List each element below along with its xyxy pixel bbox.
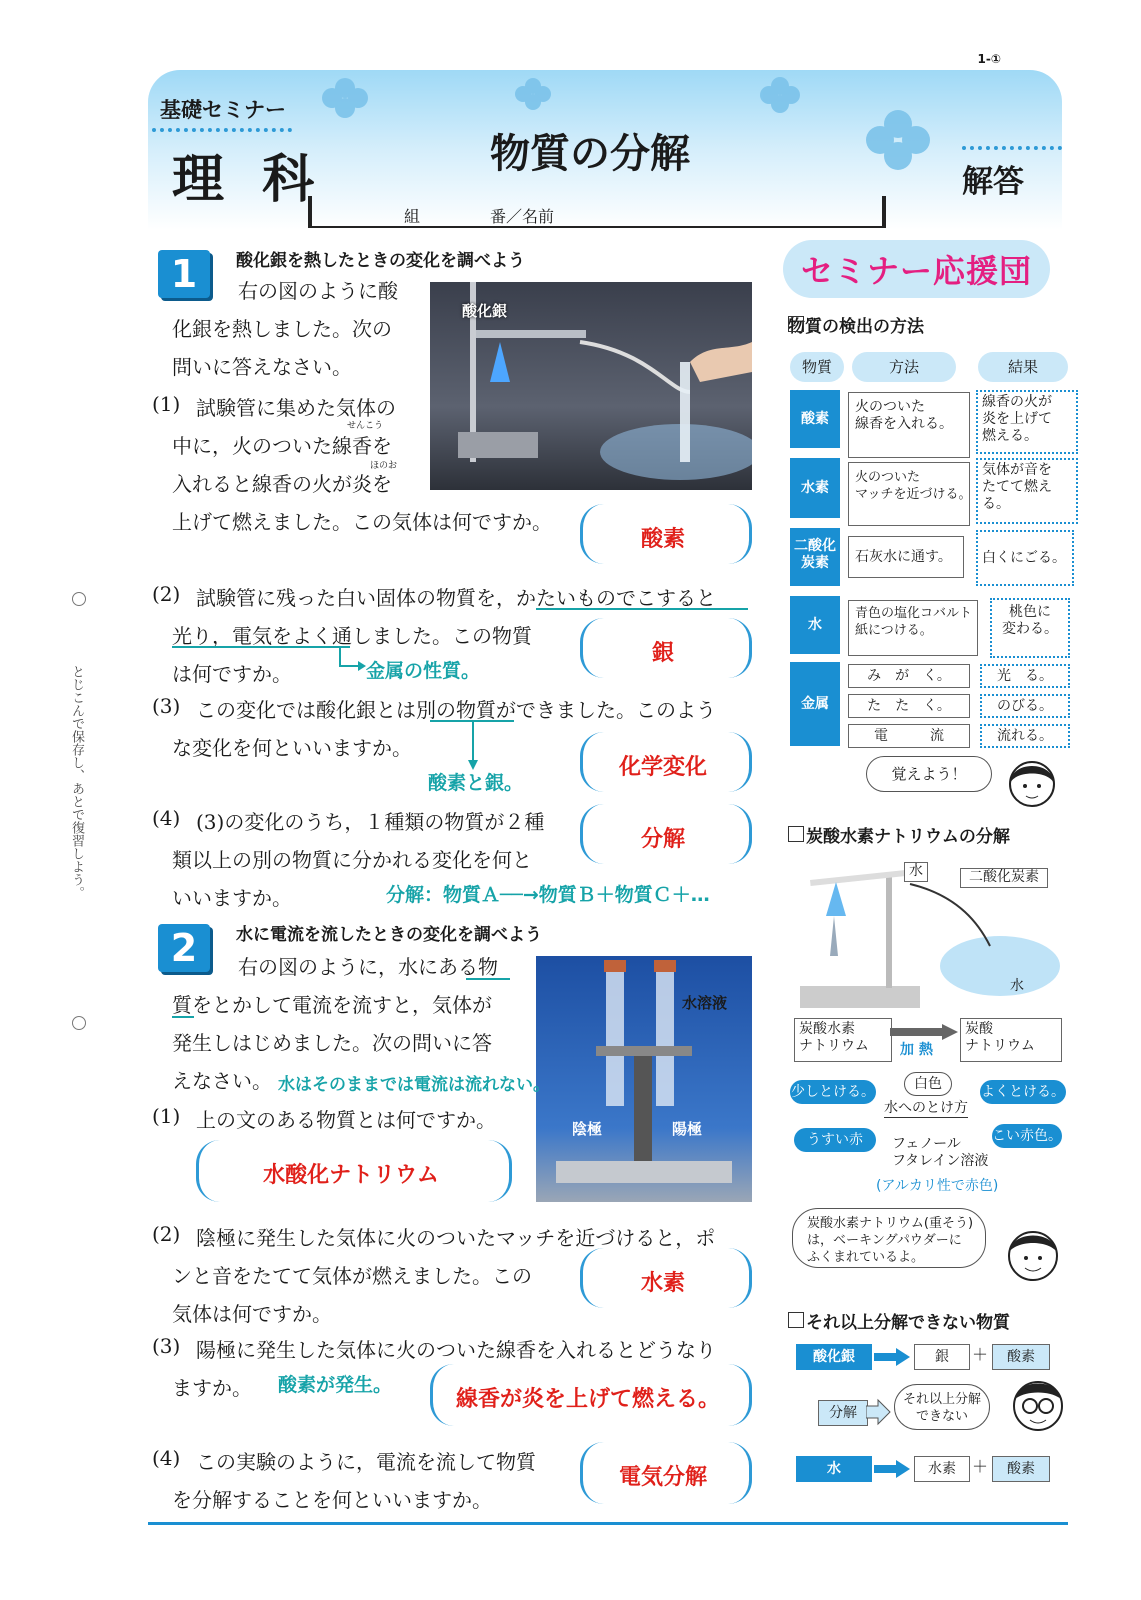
seminar-label: 基礎セミナー (160, 98, 286, 122)
q1-4-line: 類以上の別の物質に分かれる変化を何と (172, 848, 532, 872)
note-q2-intro: 水はそのままでは電流は流れない。 (278, 1075, 550, 1095)
q1-heading: 酸化銀を熱したときの変化を調べよう (236, 251, 525, 271)
result-oxygen: 線香の火が 炎を上げて 燃える。 (976, 390, 1078, 454)
detect-title: 物質の検出の方法 (788, 317, 924, 337)
q1-2-line: 光り，電気をよく通しました。この物質 (172, 624, 532, 648)
checkbox-icon (788, 316, 804, 332)
checkbox-icon (788, 826, 804, 842)
label-co2: 二酸化炭素 (960, 868, 1048, 888)
q1-1-number: (1) (152, 392, 181, 416)
arrow-icon (874, 1460, 910, 1478)
arrow-icon (874, 1348, 910, 1366)
underline (172, 646, 350, 648)
q1-1-line: 上げて燃えました。この気体は何ですか。 (172, 510, 552, 534)
method-water: 青色の塩化コバルト 紙につける。 (848, 600, 978, 656)
answer-q2-3: 線香が炎を上げて燃える。 (455, 1387, 720, 1412)
answer-q1-3: 化学変化 (618, 755, 707, 780)
label-solution: 水溶液 (682, 994, 728, 1012)
arrow-icon (338, 648, 368, 674)
question-number-2: 2 (158, 924, 210, 972)
answer-q2-2: 水素 (640, 1271, 685, 1296)
silver-oxide-box: 酸化銀 (796, 1344, 872, 1370)
boy-face-icon (998, 1222, 1068, 1286)
electrolysis-photo (536, 956, 752, 1202)
flower-icon-2 (515, 78, 551, 110)
note-q1-3: 酸素と銀。 (428, 772, 524, 794)
heat-arrow-icon (890, 1024, 958, 1040)
q2-4-line: を分解することを何といいますか。 (172, 1488, 492, 1512)
page-number: 1-① (977, 52, 1001, 66)
oxygen-box: 酸素 (992, 1344, 1050, 1370)
method-metal-current: 電 流 (848, 724, 970, 748)
method-oxygen: 火のついた 線香を入れる。 (848, 392, 970, 458)
answer-q1-4: 分解 (640, 827, 685, 852)
label-alkali: (アルカリ性で赤色) (876, 1178, 999, 1194)
method-co2: 石灰水に通す。 (848, 536, 964, 578)
q2-intro-line: 質をとかして電流を流すと，気体が (172, 993, 492, 1017)
note-q1-4: 分解：物質Ａ──→物質Ｂ＋物質Ｃ＋… (386, 884, 710, 906)
q2-1-number: (1) (152, 1104, 181, 1128)
substance-hydrogen: 水素 (790, 458, 840, 518)
q2-intro-line: 発生しはじめました。次の問いに答 (172, 1031, 492, 1055)
page-title: 物質の分解 (490, 131, 690, 177)
label-sodium-carbonate: 炭酸 ナトリウム (960, 1018, 1062, 1062)
ruby-honoo: ほのお (370, 461, 398, 471)
plus-sign: ＋ (972, 1457, 989, 1476)
dotted-divider (962, 146, 1062, 150)
hydrogen-box: 水素 (914, 1456, 970, 1482)
label-solubility: 水へのとけ方 (884, 1100, 968, 1116)
answer-q2-4: 電気分解 (618, 1465, 707, 1490)
label-little-soluble: 少しとける。 (790, 1080, 876, 1104)
result-metal-flow: 流れる。 (980, 724, 1070, 748)
q1-intro-line: 化銀を熱しました。次の (172, 317, 392, 341)
label-water: 水 (1010, 978, 1024, 994)
q2-2-number: (2) (152, 1222, 181, 1246)
q1-3-line: この変化では酸化銀とは別の物質ができました。このよう (196, 698, 716, 722)
ruby-senkou: せんこう (347, 421, 384, 431)
underline (172, 1016, 194, 1018)
q1-intro-line: 問いに答えなさい。 (172, 355, 352, 379)
man-face-icon (1006, 1374, 1070, 1436)
water-box: 水 (796, 1456, 872, 1482)
speech-bubble-remember: 覚えよう！ (866, 756, 992, 792)
silver-box: 銀 (914, 1344, 970, 1370)
question-number-1: 1 (158, 250, 210, 298)
photo-label-silver-oxide: 酸化銀 (462, 302, 508, 320)
number-name-label: 番／名前 (490, 207, 555, 226)
underline (466, 978, 510, 980)
header-method: 方法 (852, 352, 956, 382)
q2-3-number: (3) (152, 1334, 181, 1358)
q2-2-line: 気体は何ですか。 (172, 1302, 332, 1326)
q1-1-line: 試験管に集めた気体の (196, 396, 396, 420)
q1-2-line: は何ですか。 (172, 662, 292, 686)
support-banner: セミナー応援団 (783, 240, 1050, 298)
q2-4-line: この実験のように，電流を流して物質 (196, 1450, 536, 1474)
q1-3-number: (3) (152, 694, 181, 718)
label-anode: 陽極 (672, 1120, 703, 1138)
note-q1-2: 金属の性質。 (366, 660, 481, 682)
q2-intro-line: 右の図のように，水にある物 (238, 955, 498, 979)
result-metal-stretch: のびる。 (980, 694, 1070, 718)
method-hydrogen: 火のついた マッチを近づける。 (848, 462, 970, 526)
q1-3-line: な変化を何といいますか。 (172, 736, 412, 760)
note-q2-3: 酸素が発生。 (278, 1374, 393, 1396)
method-metal-polish: み が く。 (848, 664, 970, 688)
label-very-soluble: よくとける。 (980, 1080, 1066, 1104)
q1-4-line: いいますか。 (172, 886, 292, 910)
dotted-divider (152, 128, 292, 132)
q2-2-line: ンと音をたてて気体が燃えました。この (172, 1264, 532, 1288)
label-light-red: うすい赤色。 (794, 1128, 876, 1152)
underline (536, 608, 748, 610)
speech-bubble-bicarb: 炭酸水素ナトリウム(重そう) は，ベーキングパウダーに ふくまれているよ。 (792, 1208, 986, 1268)
class-label: 組 (404, 207, 421, 226)
plus-sign: ＋ (972, 1345, 989, 1364)
header-result: 結果 (978, 352, 1068, 382)
label-heat: 加 熱 (900, 1042, 933, 1058)
bottom-rule (148, 1522, 1068, 1525)
answer-q2-1: 水酸化ナトリウム (263, 1163, 439, 1188)
q2-3-line: 陽極に発生した気体に火のついた線香を入れるとどうなり (196, 1338, 716, 1362)
answer-q1-2: 銀 (651, 641, 674, 666)
q1-4-number: (4) (152, 806, 181, 830)
q1-1-line: 入れると線香の火が炎を (172, 472, 392, 496)
flower-icon-1 (322, 78, 368, 118)
substance-metal: 金属 (790, 662, 840, 746)
girl-face-icon (1000, 750, 1064, 812)
q2-intro-line: えなさい。 (172, 1069, 272, 1093)
method-metal-hammer: た た く。 (848, 694, 970, 718)
arrow-icon (466, 722, 480, 772)
q2-3-line: ますか。 (172, 1376, 252, 1400)
undecomp-title: それ以上分解できない物質 (806, 1313, 1010, 1333)
side-note: とじこんで保存し、あとで復習しよう。 (69, 665, 84, 899)
header-substance: 物質 (790, 352, 844, 382)
subject-title: 理 科 (172, 150, 325, 210)
substance-oxygen: 酸素 (790, 390, 840, 448)
silver-oxide-photo (430, 282, 752, 490)
name-field[interactable] (308, 196, 886, 228)
oxygen-box-2: 酸素 (992, 1456, 1050, 1482)
answer-label: 解答 (962, 164, 1024, 200)
result-hydrogen: 気体が音を たてて燃え る。 (976, 458, 1078, 524)
speech-bubble-undecomp: それ以上分解 できない (894, 1384, 990, 1430)
result-metal-shine: 光 る。 (980, 664, 1070, 688)
flower-icon-4 (866, 110, 930, 170)
q1-intro-line: 右の図のように酸 (238, 279, 398, 303)
q2-2-line: 陰極に発生した気体に火のついたマッチを近づけると，ポ (196, 1226, 716, 1250)
label-white: 白色 (904, 1072, 952, 1096)
q1-1-line: 中に，火のついた線香を (172, 434, 392, 458)
label-phenolphthalein: フェノール フタレイン溶液 (892, 1136, 989, 1169)
bicarb-title: 炭酸水素ナトリウムの分解 (806, 827, 1010, 847)
flower-icon-3 (760, 77, 800, 113)
q1-2-number: (2) (152, 582, 181, 606)
label-bicarb: 炭酸水素 ナトリウム (794, 1018, 892, 1062)
substance-water: 水 (790, 596, 840, 654)
binder-hole (72, 1016, 86, 1030)
checkbox-icon (788, 1312, 804, 1328)
q1-4-line: (3)の変化のうち，１種類の物質が２種 (196, 810, 545, 834)
binder-hole (72, 592, 86, 606)
substance-co2: 二酸化 炭素 (790, 528, 840, 586)
q1-2-line: 試験管に残った白い固体の物質を，かたいものでこすると (196, 586, 716, 610)
q2-4-number: (4) (152, 1446, 181, 1470)
result-water: 桃色に 変わる。 (990, 598, 1070, 658)
decompose-box: 分解 (818, 1400, 868, 1426)
label-cathode: 陰極 (572, 1120, 603, 1138)
label-deep-red: こい赤色。 (992, 1124, 1062, 1148)
result-co2: 白くにごる。 (976, 530, 1074, 586)
q2-heading: 水に電流を流したときの変化を調べよう (236, 925, 542, 945)
q2-1-line: 上の文のある物質とは何ですか。 (196, 1108, 496, 1132)
arrow-icon (866, 1398, 892, 1426)
answer-q1-1: 酸素 (640, 527, 685, 552)
label-water-top: 水 (904, 862, 928, 882)
